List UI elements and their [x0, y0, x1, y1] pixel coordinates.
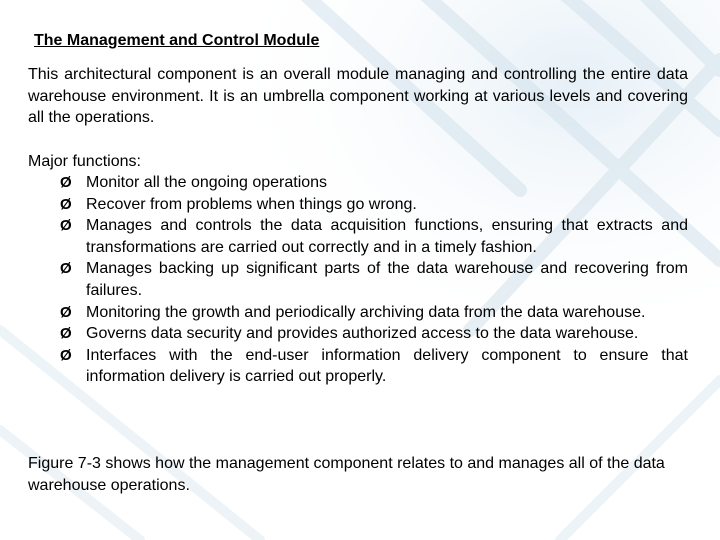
intro-paragraph: This architectural component is an overall module managing and controlling the entire data warehouse environment. It is an umbrella component working at various levels and covering all the operations.: [28, 66, 688, 127]
list-item: [28, 302, 688, 324]
list-item: [28, 323, 688, 345]
arrow-bullet-icon: Ø: [60, 346, 72, 364]
functions-list: [28, 172, 688, 388]
arrow-bullet-icon: Ø: [60, 217, 72, 235]
list-item: [28, 172, 688, 194]
list-item: [28, 258, 688, 301]
arrow-bullet-icon: Ø: [60, 325, 72, 343]
list-item-text: Monitoring the growth and periodically archiving data from the data warehouse.: [86, 303, 646, 321]
arrow-bullet-icon: Ø: [60, 303, 72, 321]
closing-paragraph: Figure 7-3 shows how the management component relates to and manages all of the data warehouse operations.: [28, 455, 665, 494]
list-item: [28, 345, 688, 388]
list-item-text: Manages backing up significant parts of the data warehouse and recovering from failures.: [86, 260, 688, 299]
slide-title: The Management and Control Module: [34, 32, 320, 49]
list-item-text: Recover from problems when things go wrong.: [86, 195, 417, 213]
major-functions-label: Major functions:: [28, 153, 141, 170]
list-item: [28, 215, 688, 258]
list-item-text: Manages and controls the data acquisition functions, ensuring that extracts and transformations are carried out correctly and in a timely fashion.: [86, 217, 688, 256]
arrow-bullet-icon: Ø: [60, 260, 72, 278]
list-item-text: Interfaces with the end-user information delivery component to ensure that information delivery is carried out properly.: [86, 346, 688, 386]
list-item-text: Governs data security and provides authorized access to the data warehouse.: [86, 325, 639, 343]
arrow-bullet-icon: Ø: [60, 174, 72, 191]
list-item: [28, 194, 688, 216]
list-item-text: Monitor all the ongoing operations: [86, 174, 328, 191]
arrow-bullet-icon: Ø: [60, 195, 72, 213]
